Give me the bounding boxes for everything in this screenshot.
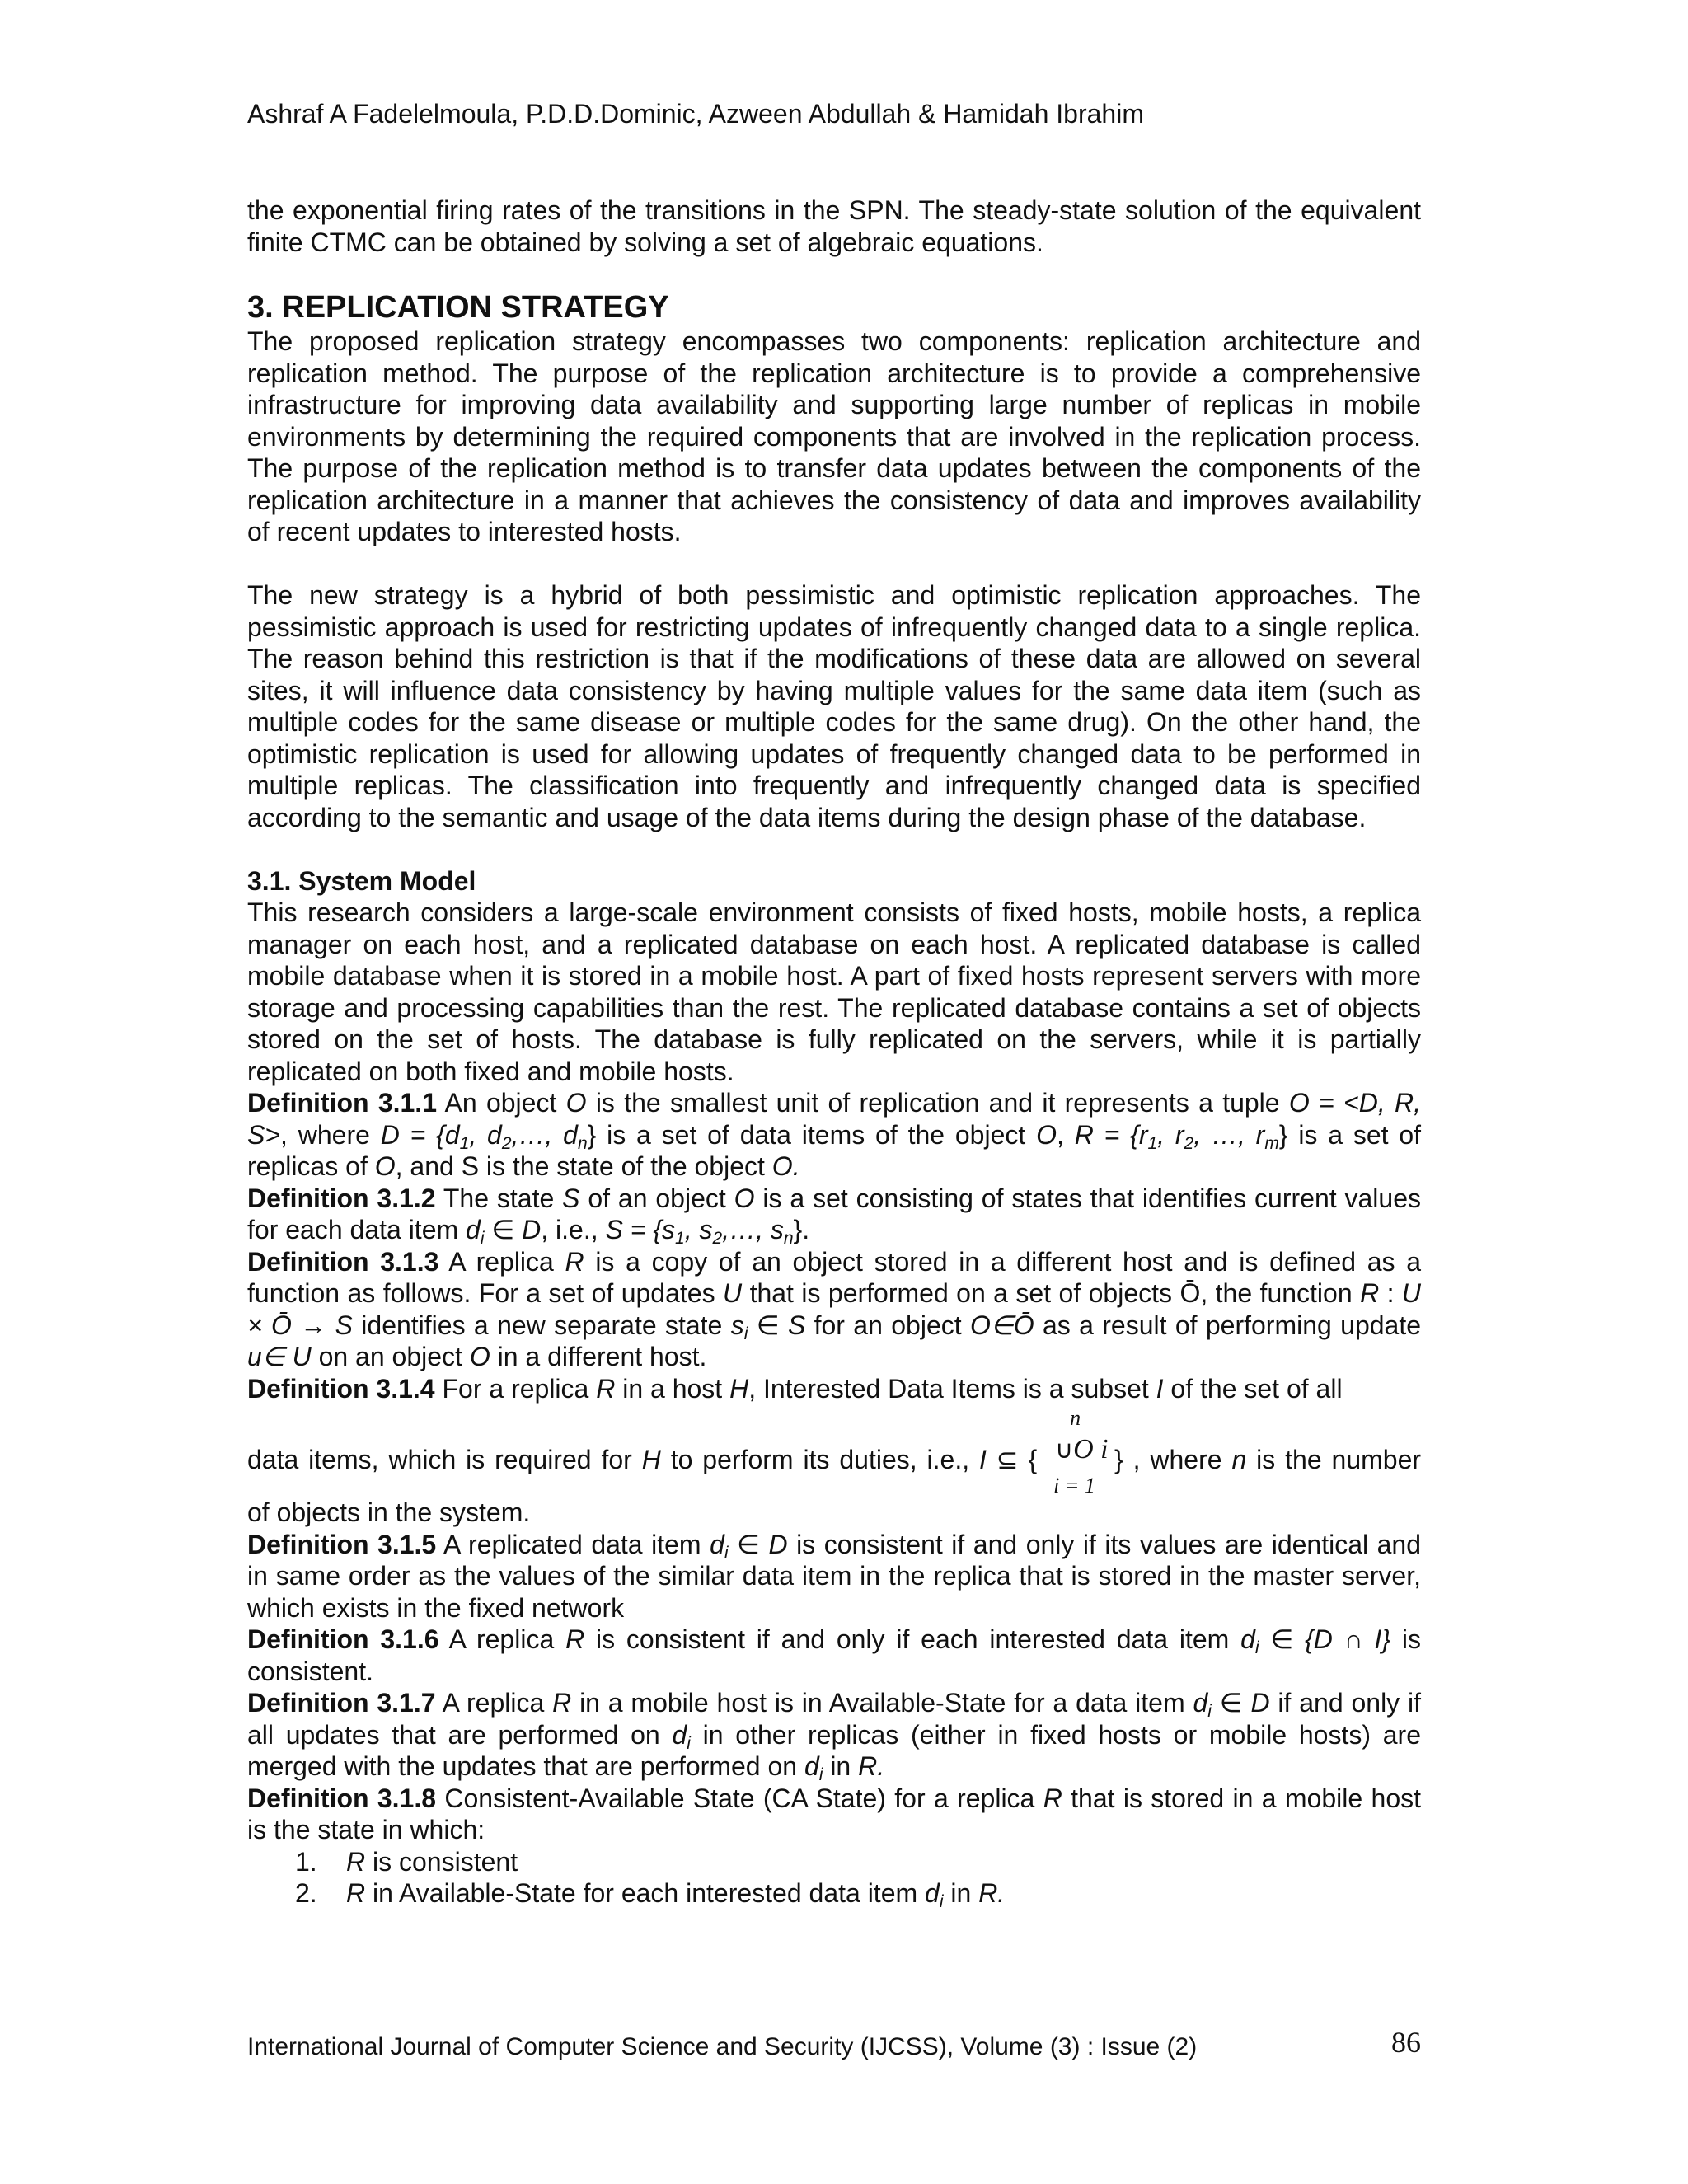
definition-label: Definition 3.1.4 [247, 1373, 435, 1404]
definition-label: Definition 3.1.8 [247, 1783, 437, 1813]
definition-label: Definition 3.1.7 [247, 1688, 436, 1718]
definition-3-1-1: Definition 3.1.1 An object O is the smallest unit of replication and it represents a tuple O = <D, R, S>, where $D = \{d_1$, $d_2,\dots$, $d_n$} is a set of data items of the object O, $R = \{r_1$, $r_2$, …, $r_m$} is a set of replicas of O, and S is the state of the object O. [247, 1088, 1422, 1181]
definition-label: Definition 3.1.5 [247, 1529, 437, 1559]
running-header-authors: Ashraf A Fadelelmoula, P.D.D.Dominic, Azween Abdullah & Hamidah Ibrahim [247, 99, 1144, 129]
union-operator-formula: n ∪O i i = 1 [1053, 1406, 1109, 1497]
definition-3-1-3: Definition 3.1.3 A replica R is a copy of an object stored in a different host and is defined as a function as follows. For a set of updates U that is performed on a set of objects Ō, the function R : U × Ō → S identifies a new separate state $s_i$ ∈ S for an object O∈Ō as a result of performing update u∈ U on an object O in a different host. [247, 1246, 1422, 1371]
list-item: 1. R is consistent [295, 1846, 518, 1877]
definition-3-1-8: Definition 3.1.8 Consistent-Available State (CA State) for a replica R that is stored in a mobile host is the state in which: [247, 1783, 1422, 1844]
ca-state-conditions-list [247, 1846, 1421, 1910]
definition-3-1-5: Definition 3.1.5 A replicated data item $d_i$ ∈ D is consistent if and only if its values are identical and in same order as the values of the similar data item in the replica that is stored in the master server, which exists in the fixed network [247, 1529, 1422, 1623]
definition-3-1-2: Definition 3.1.2 The state S of an object O is a set consisting of states that identifies current values for each data item $d_i$ ∈ D, i.e., $S = \{s_1$, $s_2,\dots$, $s_n$}. [247, 1183, 1422, 1248]
subsection-heading: 3.1. System Model [247, 865, 476, 896]
page-number: 86 [1391, 2026, 1421, 2059]
footer-journal-citation: International Journal of Computer Science and Security (IJCSS), Volume (3) : Issue (2) [247, 2033, 1198, 2060]
definition-3-1-4-continuation: of objects in the system. [247, 1497, 531, 1527]
section-heading: 3. REPLICATION STRATEGY [247, 290, 669, 325]
section-paragraph-2: The new strategy is a hybrid of both pessimistic and optimistic replication approaches. The pessimistic approach is used for restricting updates of infrequently changed data to a single replica. The reason behind this restriction is that if the modifications of these data are allowed on several sites, it will influence data consistency by having multiple values for the same data item (such as multiple codes for the same disease or multiple codes for the same drug). On the other hand, the optimistic replication is used for allowing updates of frequently changed data to be performed in multiple replicas. The classification into frequently and infrequently changed data is specified according to the semantic and usage of the data items during the design phase of the database. [247, 580, 1421, 832]
definition-label: Definition 3.1.2 [247, 1183, 436, 1213]
intro-paragraph: the exponential firing rates of the transitions in the SPN. The steady-state solution of the equivalent finite CTMC can be obtained by solving a set of algebraic equations. [247, 195, 1421, 257]
definition-3-1-7: Definition 3.1.7 A replica R in a mobile host is in Available-State for a data item $d_i$ ∈ D if and only if all updates that are performed on $d_i$ in other replicas (either in fixed hosts or mobile hosts) are merged with the updates that are performed on $d_i$ in R. [247, 1688, 1422, 1784]
definition-label: Definition 3.1.3 [247, 1246, 439, 1277]
page-body [247, 194, 1421, 1910]
definition-label: Definition 3.1.6 [247, 1624, 439, 1654]
definition-3-1-4-formula-line: data items, which is required for H to perform its duties, i.e., I ⊆ { n ∪O i i = 1 } , where n is the number [247, 1406, 1422, 1497]
subsection-paragraph: This research considers a large-scale environment consists of fixed hosts, mobile hosts, a replica manager on each host, and a replicated database on each host. A replicated database is called mobile database when it is stored in a mobile host. A part of fixed hosts represent servers with more storage and processing capabilities than the rest. The replicated database contains a set of objects stored on the set of hosts. The database is fully replicated on the servers, while it is partially replicated on both fixed and mobile hosts. [247, 898, 1421, 1086]
section-paragraph-1: The proposed replication strategy encompasses two components: replication architecture and replication method. The purpose of the replication architecture is to provide a comprehensive infrastructure for improving data availability and supporting large number of replicas in mobile environments by determining the required components that are involved in the replication process. The purpose of the replication method is to transfer data updates between the components of the replication architecture in a manner that achieves the consistency of data and improves availability of recent updates to interested hosts. [247, 326, 1421, 546]
list-item: 2. R in Available-State for each interested data item $d_i$ in R. [295, 1878, 1006, 1911]
definition-3-1-6: Definition 3.1.6 A replica R is consistent if and only if each interested data item $d_i$ ∈ {D ∩ I} is consistent. [247, 1624, 1422, 1686]
definition-3-1-4: Definition 3.1.4 For a replica R in a host H, Interested Data Items is a subset I of the set of all [247, 1373, 1343, 1404]
definition-label: Definition 3.1.1 [247, 1088, 437, 1118]
